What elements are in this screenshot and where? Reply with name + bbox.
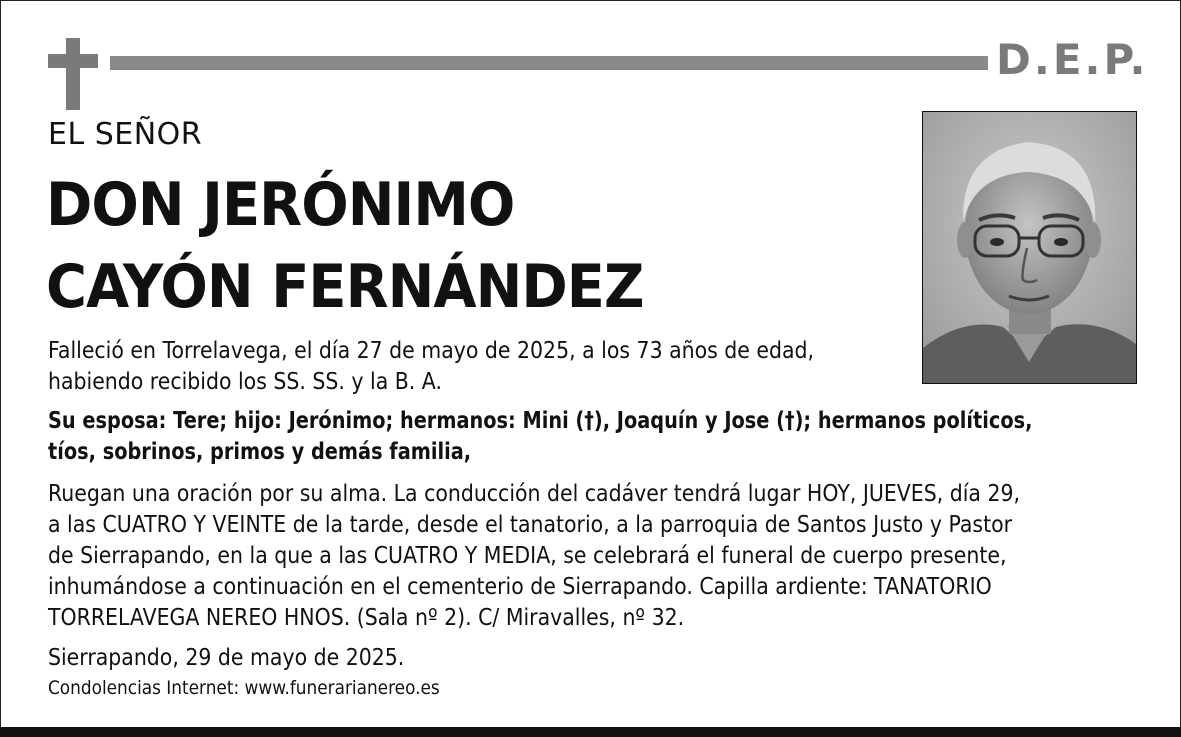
condolences-line: Condolencias Internet: www.funerarianereo.es [48,677,440,699]
service-line: Ruegan una oración por su alma. La conducción del cadáver tendrá lugar HOY, JUEVES, día 29, [48,481,1021,507]
bottom-rule [0,727,1181,737]
service-line: TORRELAVEGA NEREO HNOS. (Sala nº 2). C/ Miravalles, nº 32. [48,605,685,631]
family-line: tíos, sobrinos, primos y demás familia, [48,439,472,465]
cross-icon [48,38,98,110]
death-notice-line: Falleció en Torrelavega, el día 27 de mayo de 2025, a los 73 años de edad, [48,338,815,364]
header-rule [110,56,988,70]
deceased-name-line-1: DON JERÓNIMO [46,170,515,240]
family-text [48,406,1032,468]
service-line: de Sierrapando, en la que a las CUATRO Y MEDIA, se celebrará el funeral de cuerpo presente, [48,543,1007,569]
place-date: Sierrapando, 29 de mayo de 2025. [48,645,405,671]
death-notice-text [48,336,814,398]
death-notice-line: habiendo recibido los SS. SS. y la B. A. [48,369,442,395]
service-text [48,479,1020,634]
dep-abbreviation: D.E.P. [996,35,1149,84]
honorific: EL SEÑOR [48,117,203,152]
family-line: Su esposa: Tere; hijo: Jerónimo; hermanos: Mini (†), Joaquín y Jose (†); hermanos políticos, [48,408,1033,434]
deceased-name-line-2: CAYÓN FERNÁNDEZ [46,252,644,322]
service-line: inhumándose a continuación en el cementerio de Sierrapando. Capilla ardiente: TANATORIO [48,574,992,600]
deceased-portrait [922,111,1137,384]
service-line: a las CUATRO Y VEINTE de la tarde, desde el tanatorio, a la parroquia de Santos Justo y Pastor [48,512,1013,538]
